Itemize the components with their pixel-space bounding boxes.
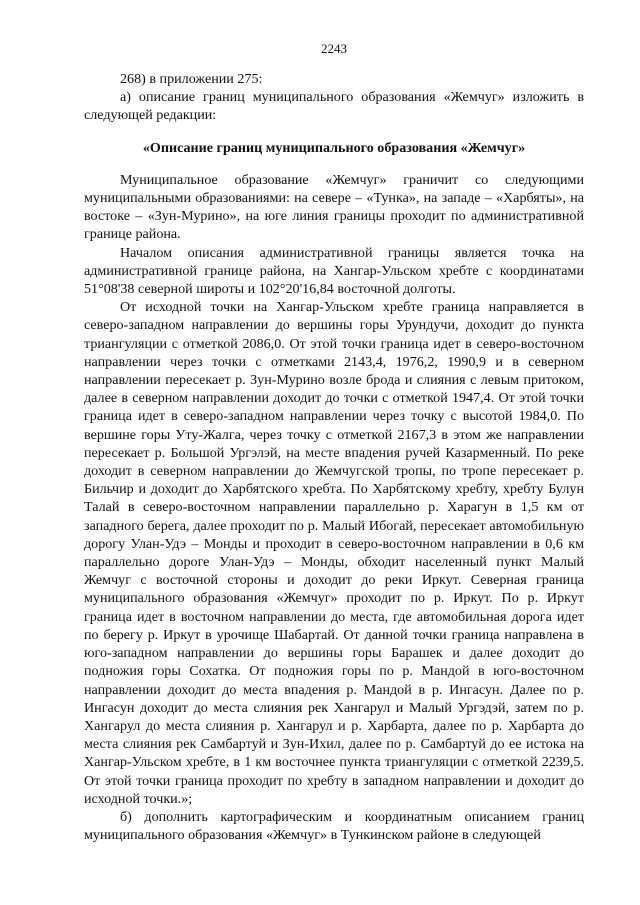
section-heading: «Описание границ муниципального образования «Жемчуг» — [142, 139, 526, 156]
paragraph-boundary-route: От исходной точки на Хангар-Ульском хребте граница направляется в северо-западном направлении до вершины горы Урундучи, доходит до пункта триангуляции с отметкой 2086,0. От этой точки граница идет в северо-восточном направлении через точки с отметками 2143,4, 1976,2, 1990,9 и в северном направлении пересекает р. Зун-Мурино возле брода и слияния с левым притоком, далее в северном направлении доходит до точки с отметкой 1947,4. От этой точки граница идет в северо-западном направлении через точку с высотой 1984,0. По вершине горы Уту-Жалга, через точку с отметкой 2167,3 в этом же направлении пересекает р. Большой Ургэлэй, на месте впадения ручей Казарменный. По реке доходит в северном направлении до Жемчугской тропы, по тропе пересекает р. Бильчир и доходит до Харбятского хребта. По Харбятскому хребту, хребту Булун Талай в северо-восточном направлении параллельно р. Харагун в 1,5 км от западного берега, далее проходит по р. Малый Ибогай, пересекает автомобильную дорогу Улан-Удэ – Монды и проходит в северо-восточном направлении в 0,6 км параллельно дороге Улан-Удэ – Монды, обходит населенный пункт Малый Жемчуг с восточной стороны и доходит до реки Иркут. Северная граница муниципального образования «Жемчуг» проходит по р. Иркут. По р. Иркут граница идет в восточном направлении до места, где автомобильная дорога идет по берегу р. Иркут в урочище Шабартай. От данной точки граница направлена в юго-западном направлении до вершины горы Барашек и далее доходит до подножия горы Сохатка. От подножия горы по р. Мандой в юго-восточном направлении доходит до места впадения р. Мандой в р. Ингасун. Далее по р. Ингасун доходит до места слияния рек Хангарул и Малый Ургэдэй, затем по р. Хангарул до места слияния р. Хангарул и р. Харбарта, далее по р. Харбарта до места слияния рек Самбартуй и Зун-Ихил, далее по р. Самбартуй до ее истока на Хангар-Ульском хребте, в 1 км восточнее пункта триангуляции с отметкой 2239,5. От этой точки граница проходит по хребту в западном направлении и доходит до исходной точки.»; — [84, 299, 584, 807]
paragraph-item-268: 268) в приложении 275: — [120, 71, 263, 87]
paragraph-start-point: Началом описания административной границы является точка на административной границе района, на Хангар-Ульском хребте с координатами 51°08'38 северной широты и 102°20'16,84 восточной долготы. — [84, 244, 584, 298]
paragraph-subitem-b: б) дополнить картографическим и координатным описанием границ муниципального образования «Жемчуг» в Тункинском районе в следующей — [84, 808, 584, 844]
paragraph-subitem-a: а) описание границ муниципального образования «Жемчуг» изложить в следующей редакции: — [84, 89, 584, 124]
paragraph-neighbors: Муниципальное образование «Жемчуг» граничит со следующими муниципальными образованиями: на севере – «Тунка», на западе – «Харбяты», на востоке – «Зун-Мурино», на юге линия границы проходит по административной границе района. — [84, 171, 584, 243]
page-number: 2243 — [321, 41, 347, 56]
